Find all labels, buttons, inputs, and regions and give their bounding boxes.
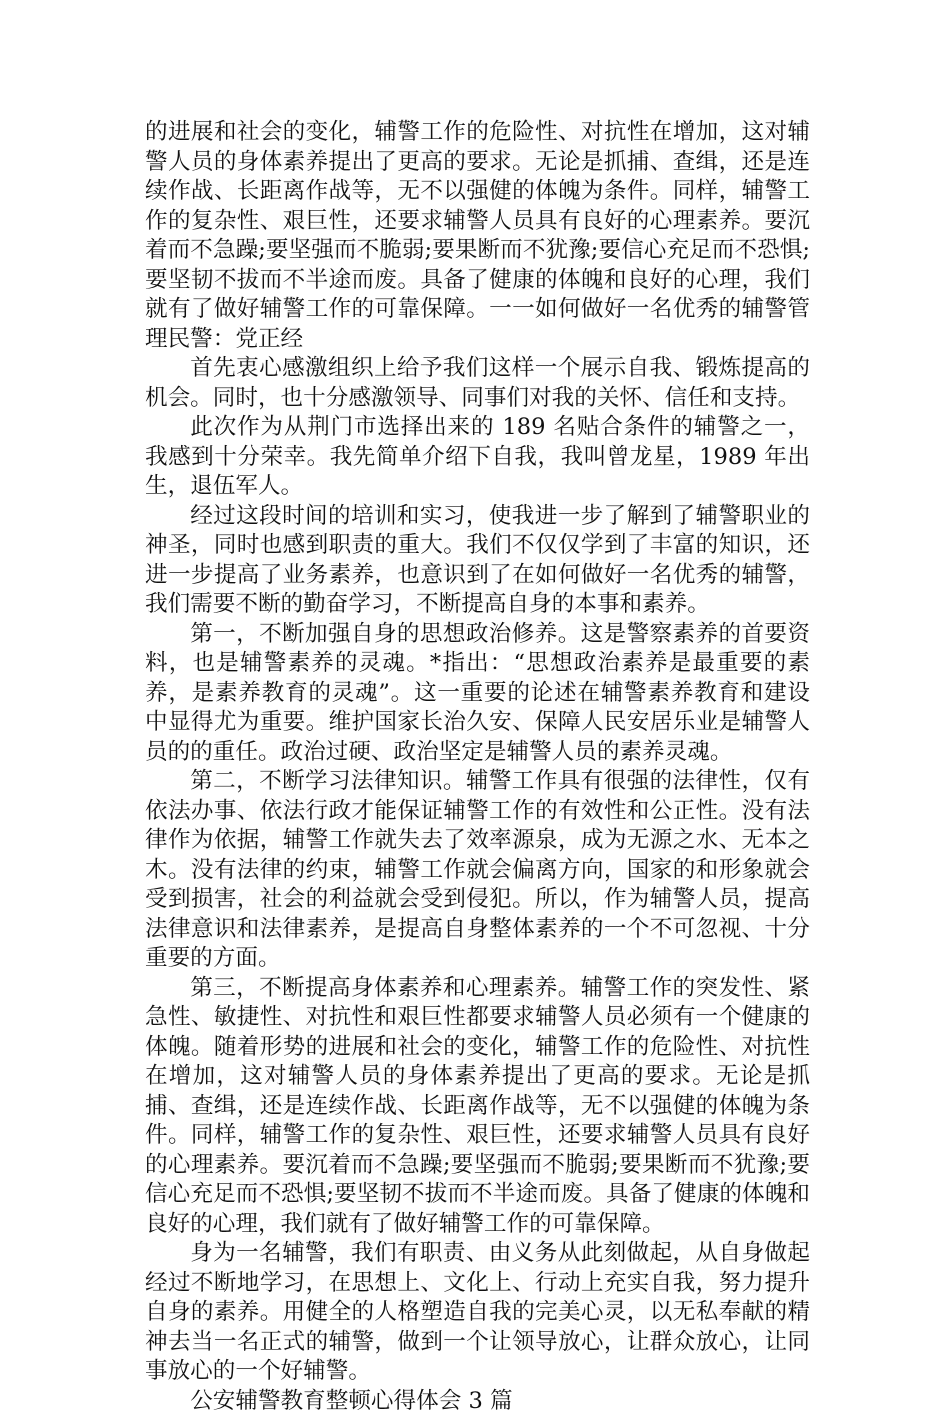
paragraph-point-three: 第三，不断提高身体素养和心理素养。辅警工作的突发性、紧急性、敏捷性、对抗性和艰巨性都要求辅警人员必须有一个健康的体魄。随着形势的进展和社会的变化，辅警工作的危险性、对抗性在增加，这对辅警人员的身体素养提出了更高的要求。无论是抓捕、查缉，还是连续作战、长距离作战等，无不以强健的体魄为条件。同样，辅警工作的复杂性、艰巨性，还要求辅警人员具有良好的心理素养。要沉着而不急躁;要坚强而不脆弱;要果断而不犹豫;要信心充足而不恐惧;要坚韧不拔而不半途而废。具备了健康的体魄和良好的心理，我们就有了做好辅警工作的可靠保障。 xyxy=(145,974,810,1240)
paragraph-conclusion: 身为一名辅警，我们有职责、由义务从此刻做起，从自身做起经过不断地学习，在思想上、文化上、行动上充实自我，努力提升自身的素养。用健全的人格塑造自我的完美心灵，以无私奉献的精神去当一名正式的辅警，做到一个让领导放心，让群众放心，让同事放心的一个好辅警。 xyxy=(145,1239,810,1387)
document-page xyxy=(145,118,810,1416)
paragraph-self-intro: 此次作为从荆门市选择出来的 189 名贴合条件的辅警之一，我感到十分荣幸。我先简单介绍下自我，我叫曾龙星，1989 年出生，退伍军人。 xyxy=(145,413,810,502)
paragraph-continued: 的进展和社会的变化，辅警工作的危险性、对抗性在增加，这对辅警人员的身体素养提出了更高的要求。无论是抓捕、查缉，还是连续作战、长距离作战等，无不以强健的体魄为条件。同样，辅警工作的复杂性、艰巨性，还要求辅警人员具有良好的心理素养。要沉着而不急躁;要坚强而不脆弱;要果断而不犹豫;要信心充足而不恐惧;要坚韧不拔而不半途而废。具备了健康的体魄和良好的心理，我们就有了做好辅警工作的可靠保障。一一如何做好一名优秀的辅警管理民警：党正经 xyxy=(145,118,810,354)
paragraph-point-one: 第一，不断加强自身的思想政治修养。这是警察素养的首要资料，也是辅警素养的灵魂。*指出：“思想政治素养是最重要的素养，是素养教育的灵魂”。这一重要的论述在辅警素养教育和建设中显得尤为重要。维护国家长治久安、保障人民安居乐业是辅警人员的的重任。政治过硬、政治坚定是辅警人员的素养灵魂。 xyxy=(145,620,810,768)
paragraph-thanks: 首先衷心感激组织上给予我们这样一个展示自我、锻炼提高的机会。同时，也十分感激领导、同事们对我的关怀、信任和支持。 xyxy=(145,354,810,413)
paragraph-point-two: 第二，不断学习法律知识。辅警工作具有很强的法律性，仅有依法办事、依法行政才能保证辅警工作的有效性和公正性。没有法律作为依据，辅警工作就失去了效率源泉，成为无源之水、无本之木。没有法律的约束，辅警工作就会偏离方向，国家的和形象就会受到损害，社会的利益就会受到侵犯。所以，作为辅警人员，提高法律意识和法律素养，是提高自身整体素养的一个不可忽视、十分重要的方面。 xyxy=(145,767,810,974)
paragraph-training: 经过这段时间的培训和实习，使我进一步了解到了辅警职业的神圣，同时也感到职责的重大。我们不仅仅学到了丰富的知识，还进一步提高了业务素养，也意识到了在如何做好一名优秀的辅警，我们需要不断的勤奋学习，不断提高自身的本事和素养。 xyxy=(145,502,810,620)
next-section-title: 公安辅警教育整顿心得体会 3 篇 xyxy=(145,1387,810,1416)
